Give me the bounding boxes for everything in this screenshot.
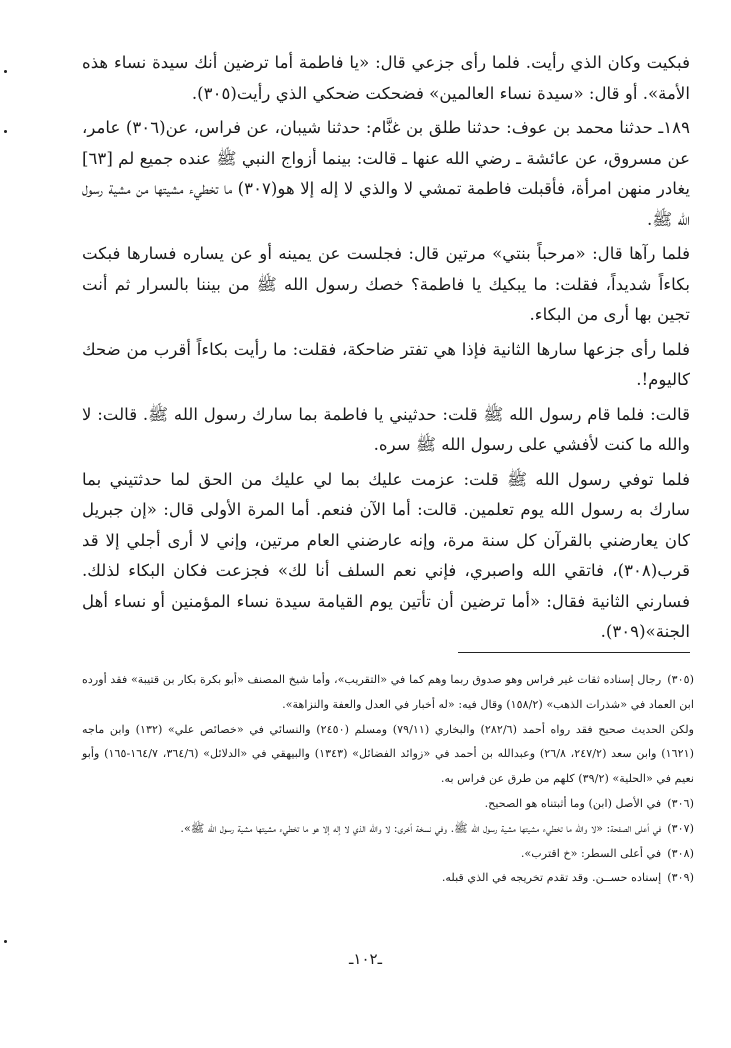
margin-mark	[4, 70, 7, 73]
footnote-305	[82, 668, 694, 718]
paragraph: فبكيت وكان الذي رأيت. فلما رأى جزعي قال: «يا فاطمة أما ترضين أنك سيدة نساء هذه الأمة». أو قال: «سيدة نساء العالمين» فضحكت ضحكي الذي رأيت(٣٠٥).	[82, 53, 690, 103]
paragraph: قالت: فلما قام رسول الله ﷺ قلت: حدثيني يا فاطمة بما سارك رسول الله ﷺ. قالت: لا والله ما كنت لأفشي على رسول الله ﷺ سره.	[82, 404, 690, 454]
footnote-number: (٣٠٩)	[667, 871, 694, 885]
paragraph: فلما توفي رسول الله ﷺ قلت: عزمت عليك بما لي عليك من الحق لما حدثتيني بما سارك به رسول الله يوم تعلمين. قالت: أما الآن فنعم. أما المرة الأولى قال: «إن جبريل كان يعارضني بالقرآن كل سنة مرة، وإنه عارضني العام مرتين، وإني لا أرى أجلي إلا قد قرب(٣٠٨)، فاتقي الله واصبري، فإني نعم السلف أنا لك» فجزعت فكان البكاء لذلك. فسارني الثانية فقال: «أما ترضين أن تأتين يوم القيامة سيدة نساء المؤمنين أو نساء أهل الجنة»(٣٠٩).	[82, 469, 690, 641]
footnote-text: في أعلى السطر: «خ اقترب».	[520, 846, 662, 860]
footnote-text: إسناده حســن. وقد تقدم تخريجه في الذي قبله.	[441, 871, 662, 885]
footnote-text: ولكن الحديث صحيح فقد رواه أحمد (٢٨٢/٦) والبخاري (٧٩/١١) ومسلم (٢٤٥٠) والنسائي في «خصائص علي» (١٣٢) وابن ماجه (١٦٢١) وابن سعد (٢٤٧/٢، ٢٦/٨) وعبدالله بن أحمد في «زوائد الفضائل» (١٣٤٣) والبيهقي في «الدلائل» (٣٦٤/٦، ١٦٤/٧-١٦٥) وأبو نعيم في «الحلية» (٣٩/٢) كلهم من طرق عن فراس به.	[82, 722, 695, 786]
footnote-number: (٣٠٥)	[667, 673, 694, 686]
footnote-divider	[458, 652, 690, 653]
footnote-305-continued	[82, 718, 694, 792]
paragraph-hadith-189: ١٨٩ـ حدثنا محمد بن عوف: حدثنا طلق بن غنَّام: حدثنا شيبان، عن فراس، عن(٣٠٦) عامر، عن مسروق، عن عائشة ـ رضي الله عنها ـ قالت: بينما أزواج النبي ﷺ عنده جميع لم [٦٣] يغادر منهن امرأة، فأقبلت فاطمة تمشي لا والذي لا إله إلا هو(٣٠٧) ما تخطيء مشيتها من مشية رسول الله ﷺ.	[82, 118, 691, 229]
footnote-text: رجال إسناده ثقات غير فراس وهو صدوق ربما وهم كما في «التقريب»، وأما شيخ المصنف «أبو بكرة بكار بن قتيبة» فقد أورده ابن العماد في «شذرات الذهب» (١٥٨/٢) وقال فيه: «له أخبار في العدل والعفة والنزاهة».	[82, 673, 694, 711]
footnotes	[82, 668, 694, 891]
paragraph: فلما رأى جزعها سارها الثانية فإذا هي تفتر ضاحكة، فقلت: ما رأيت بكاءاً أقرب من ضحك كاليوم!.	[82, 339, 690, 389]
footnote-number: (٣٠٧)	[667, 821, 694, 835]
margin-mark	[4, 130, 7, 133]
footnote-306	[82, 792, 694, 817]
footnote-text: في أعلى الصفحة: «لا والله ما تخطيء مشيتها مشية رسول الله ﷺ. وفي نسخة أخرى: لا والله الذي لا إله إلا هو ما تخطيء مشيتها مشية رسول الله ﷺ».	[180, 821, 662, 835]
footnote-number: (٣٠٨)	[667, 846, 694, 860]
footnote-text: في الأصل (ابن) وما أثبتناه هو الصحيح.	[484, 796, 662, 810]
footnote-number: (٣٠٦)	[667, 796, 694, 810]
paragraph: فلما رآها قال: «مرحباً بنتي» مرتين قال: فجلست عن يمينه أو عن يساره فسارها فبكت بكاءاً شديداً، فقلت: ما يبكيك يا فاطمة؟ خصك رسول الله ﷺ من بيننا بالسرار ثم أنت تجين بها أرى من البكاء.	[82, 244, 690, 324]
page-number: ـ١٠٢ـ	[349, 950, 382, 968]
footnote-307	[82, 817, 694, 842]
main-text	[82, 48, 690, 648]
footnote-309	[82, 866, 694, 891]
footnote-308	[82, 842, 694, 867]
margin-mark	[4, 940, 7, 943]
